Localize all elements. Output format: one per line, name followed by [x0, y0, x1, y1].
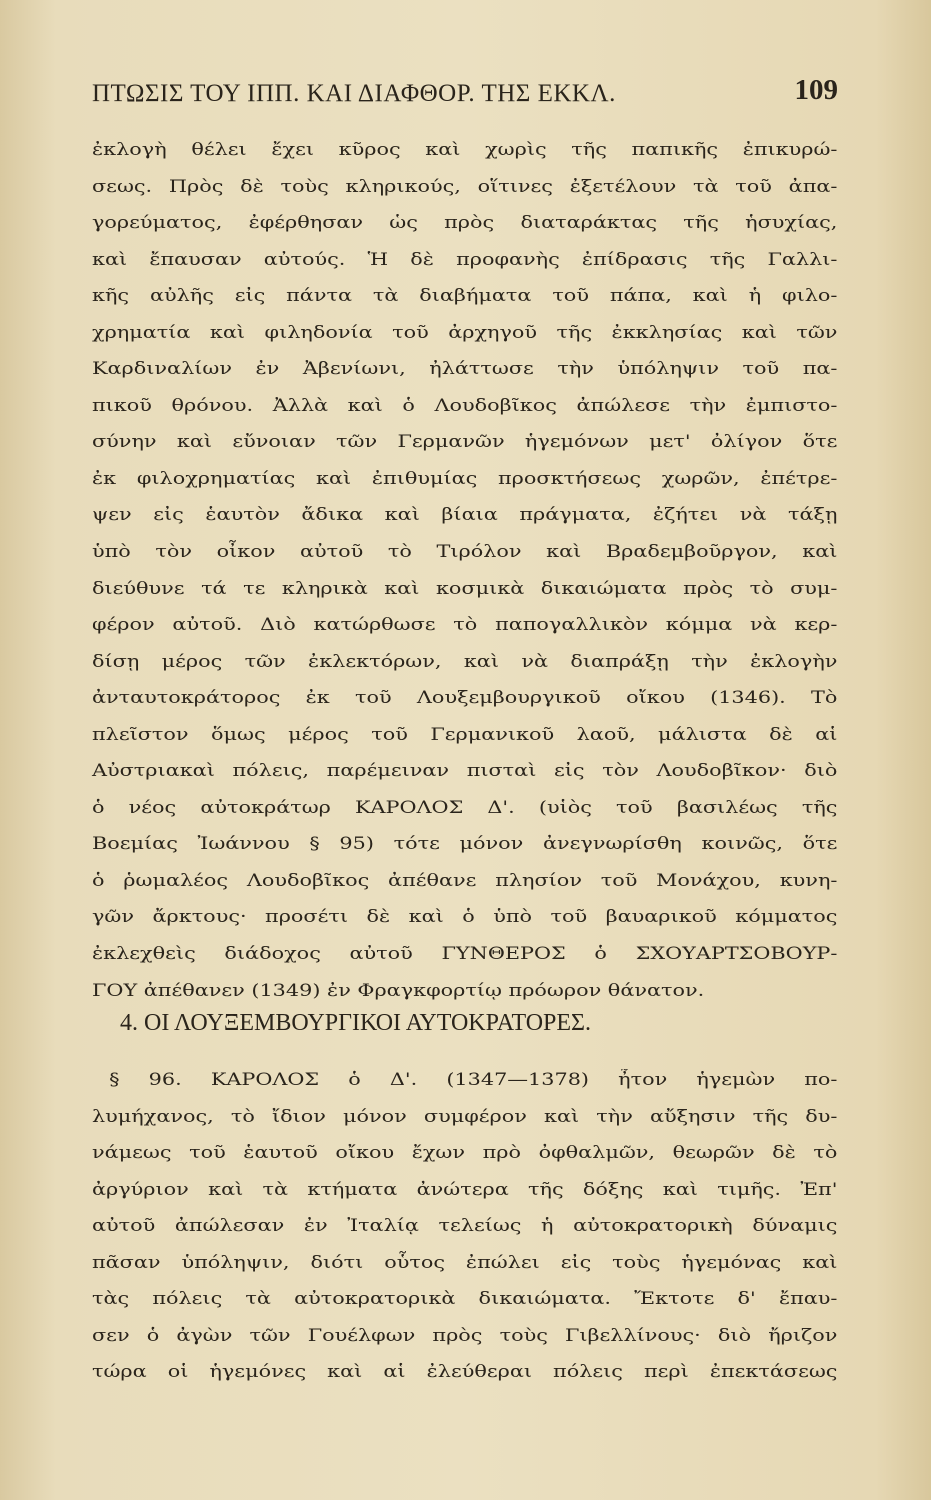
- page-number: 109: [794, 74, 838, 106]
- text-line: ἐκλογὴ θέλει ἔχει κῦρος καὶ χωρὶς τῆς παπικῆς ἐπικυρώ-: [92, 140, 838, 160]
- text-line: λυμήχανος, τὸ ἴδιον μόνον συμφέρον καὶ τὴν αὔξησιν τῆς δυ-: [92, 1106, 838, 1127]
- text-line: ἐκλεχθεὶς διάδοχος αὐτοῦ ΓΥΝΘΕΡΟΣ ὁ ΣΧΟΥΑΡΤΣΟΒΟΥΡ-: [92, 944, 838, 965]
- text-line: πλεῖστον ὅμως μέρος τοῦ Γερμανικοῦ λαοῦ, μάλιστα δὲ αἱ: [92, 724, 838, 745]
- text-line: Καρδιναλίων ἐν Ἀβενίωνι, ἠλάττωσε τὴν ὑπόληψιν τοῦ πα-: [92, 359, 838, 380]
- paragraph-1: [92, 132, 837, 1009]
- text-line: πᾶσαν ὑπόληψιν, διότι οὗτος ἐπώλει εἰς τοὺς ἡγεμόνας καὶ: [92, 1252, 838, 1273]
- text-line: χρηματία καὶ φιληδονία τοῦ ἀρχηγοῦ τῆς ἐκκλησίας καὶ τῶν: [92, 322, 838, 343]
- text-line: ὑπὸ τὸν οἶκον αὐτοῦ τὸ Τιρόλον καὶ Βραδεμβοῦργον, καὶ: [92, 542, 838, 563]
- text-line: διεύθυνε τά τε κληρικὰ καὶ κοσμικὰ δικαιώματα πρὸς τὸ συμ-: [92, 578, 838, 599]
- text-line: καὶ ἔπαυσαν αὐτούς. Ἡ δὲ προφανὴς ἐπίδρασις τῆς Γαλλι-: [92, 249, 838, 270]
- text-line: αὐτοῦ ἀπώλεσαν ἐν Ἰταλίᾳ τελείως ἡ αὐτοκρατορικὴ δύναμις: [92, 1216, 838, 1237]
- text-line: ἐκ φιλοχρηματίας καὶ ἐπιθυμίας προσκτήσεως χωρῶν, ἐπέτρε-: [92, 468, 838, 489]
- text-line: σεν ὁ ἀγὼν τῶν Γουέλφων πρὸς τοὺς Γιβελλίνους· διὸ ἤριζον: [92, 1325, 838, 1346]
- text-line: γῶν ἄρκτους· προσέτι δὲ καὶ ὁ ὑπὸ τοῦ βαυαρικοῦ κόμματος: [92, 907, 838, 928]
- running-head: ΠΤΩΣΙΣ ΤΟΥ ΙΠΠ. ΚΑΙ ΔΙΑΦΘΟΡ. ΤΗΣ ΕΚΚΛ.: [92, 80, 616, 107]
- section-heading: 4. ΟΙ ΛΟΥΞΕΜΒΟΥΡΓΙΚΟΙ ΑΥΤΟΚΡΑΤΟΡΕΣ.: [120, 1010, 591, 1036]
- text-line: ψεν εἰς ἑαυτὸν ἄδικα καὶ βίαια πράγματα, ἐζήτει νὰ τάξῃ: [92, 505, 838, 526]
- text-line: γορεύματος, ἐφέρθησαν ὡς πρὸς διαταράκτας τῆς ἡσυχίας,: [92, 213, 838, 234]
- paragraph-2: [92, 1062, 837, 1391]
- text-line: ἀργύριον καὶ τὰ κτήματα ἀνώτερα τῆς δόξης καὶ τιμῆς. Ἐπ': [92, 1179, 838, 1200]
- text-line: κῆς αὐλῆς εἰς πάντα τὰ διαβήματα τοῦ πάπα, καὶ ἡ φιλο-: [92, 286, 838, 307]
- text-line: νάμεως τοῦ ἑαυτοῦ οἴκου ἔχων πρὸ ὀφθαλμῶν, θεωρῶν δὲ τὸ: [92, 1143, 838, 1164]
- text-line: § 96. ΚΑΡΟΛΟΣ ὁ Δ'. (1347—1378) ἦτον ἡγεμὼν πο-: [109, 1070, 838, 1090]
- page-header: [92, 74, 838, 114]
- text-line: φέρον αὐτοῦ. Διὸ κατώρθωσε τὸ παπογαλλικὸν κόμμα νὰ κερ-: [92, 615, 838, 636]
- text-line: ὁ νέος αὐτοκράτωρ ΚΑΡΟΛΟΣ Δ'. (υἱὸς τοῦ βασιλέως τῆς: [92, 797, 838, 818]
- text-line: πικοῦ θρόνου. Ἀλλὰ καὶ ὁ Λουδοβῖκος ἀπώλεσε τὴν ἐμπιστο-: [92, 395, 838, 416]
- text-line: ΓΟΥ ἀπέθανεν (1349) ἐν Φραγκφορτίῳ πρόωρον θάνατον.: [92, 980, 705, 1001]
- text-line: ὁ ῥωμαλέος Λουδοβῖκος ἀπέθανε πλησίον τοῦ Μονάχου, κυνη-: [92, 870, 838, 891]
- text-line: τώρα οἱ ἡγεμόνες καὶ αἱ ἐλεύθεραι πόλεις περὶ ἐπεκτάσεως: [92, 1362, 838, 1383]
- text-line: ἀνταυτοκράτορος ἐκ τοῦ Λουξεμβουργικοῦ οἴκου (1346). Τὸ: [92, 688, 838, 709]
- text-line: Αὐστριακαὶ πόλεις, παρέμειναν πισταὶ εἰς τὸν Λουδοβῖκον· διὸ: [92, 761, 838, 782]
- text-line: σύνην καὶ εὔνοιαν τῶν Γερμανῶν ἡγεμόνων μετ' ὀλίγον ὅτε: [92, 432, 838, 453]
- text-line: σεως. Πρὸς δὲ τοὺς κληρικούς, οἵτινες ἐξετέλουν τὰ τοῦ ἀπα-: [92, 176, 838, 197]
- text-line: Βοεμίας Ἰωάννου § 95) τότε μόνον ἀνεγνωρίσθη κοινῶς, ὅτε: [92, 834, 838, 855]
- text-line: τὰς πόλεις τὰ αὐτοκρατορικὰ δικαιώματα. Ἔκτοτε δ' ἔπαυ-: [92, 1289, 838, 1310]
- text-line: δίσῃ μέρος τῶν ἐκλεκτόρων, καὶ νὰ διαπράξῃ τὴν ἐκλογὴν: [92, 651, 838, 672]
